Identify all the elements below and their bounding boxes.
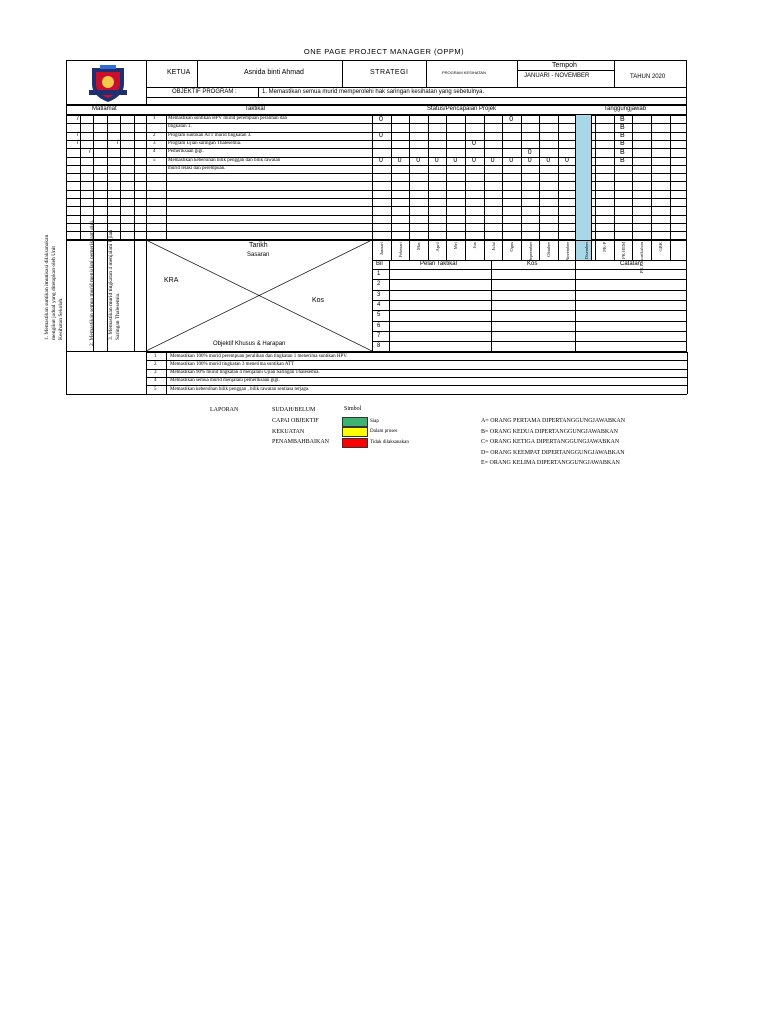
plan-row-number: 6 — [377, 322, 381, 329]
status-mark: 0 — [379, 157, 383, 164]
month-label: Jun — [472, 242, 477, 249]
objective-number: 5 — [154, 386, 157, 392]
tempoh-label: Tempoh — [552, 62, 577, 69]
grid-line — [66, 198, 687, 199]
role-definition: E= ORANG KELIMA DIPERTANGGUNGJAWABKAN — [481, 460, 620, 466]
grid-line — [146, 352, 147, 394]
grid-line — [66, 132, 687, 133]
matlamat-mark: / — [117, 140, 119, 147]
grid-line — [372, 331, 687, 332]
kos-label: Kos — [312, 297, 325, 304]
plan-row-number: 3 — [377, 291, 381, 298]
grid-line — [372, 240, 373, 352]
grid-line — [166, 115, 167, 240]
bil-header: Bil — [376, 261, 383, 267]
objektif-khusus-label: Objektif Khusus & Harapan — [213, 341, 286, 347]
grid-line — [372, 290, 687, 291]
legend-label: CAPAI OBJEKTIF — [272, 418, 319, 424]
grid-line — [66, 181, 687, 182]
status-mark: 0 — [565, 157, 569, 164]
month-label: April — [434, 242, 440, 252]
month-label: Disember — [583, 242, 589, 260]
role-definition: D= ORANG KEEMPAT DIPERTANGGUNGJAWABKAN — [481, 449, 625, 456]
legend-desc: Dalam proses — [370, 429, 398, 434]
sasaran-label: Sasaran — [247, 252, 270, 258]
status-mark: 0 — [527, 157, 532, 164]
status-mark: 0 — [527, 148, 532, 156]
month-label: Ogos — [509, 242, 515, 252]
matlamat-header: Matlamat — [92, 106, 117, 112]
status-mark: 0 — [509, 115, 514, 123]
grid-line — [372, 300, 687, 301]
grid-line — [80, 115, 81, 240]
grid-line — [372, 310, 687, 311]
grid-line — [372, 115, 373, 260]
grid-line — [426, 60, 427, 87]
plan-row-number: 8 — [377, 343, 381, 350]
tactical-row-number: 4 — [153, 149, 156, 155]
section-header-row — [66, 105, 687, 115]
laporan-label: LAPORAN — [210, 407, 239, 413]
legend-desc: Tidak dilaksanakan — [370, 439, 409, 445]
tactical-row-text: Program suntikan ATT murid tingkatan 3. — [168, 132, 252, 138]
grid-line — [687, 352, 688, 394]
grid-line — [372, 321, 687, 322]
header-block — [66, 60, 687, 105]
ppk-label: PK HEM — [620, 242, 626, 259]
tactical-row-number: 5 — [153, 157, 156, 163]
responsibility-mark: B — [620, 148, 625, 156]
role-definition: C= ORANG KETIGA DIPERTANGGUNGJAWABKAN — [481, 439, 620, 445]
grid-line — [409, 115, 410, 260]
legend-label: KEKUATAN — [272, 428, 305, 435]
status-mark: 0 — [379, 115, 383, 123]
objective-text: Memastikan 100% murid tingkatan 3 menerima suntikan ATT — [170, 361, 295, 367]
grid-line — [66, 206, 687, 207]
month-label: Oktober — [546, 242, 552, 257]
grid-line — [66, 140, 687, 141]
matlamat-mark: / — [77, 140, 79, 147]
grid-line — [517, 60, 518, 87]
grid-line — [558, 115, 559, 260]
ketua-label: KETUA — [167, 69, 191, 76]
objective-text: Memastikan 100% murid perempuan peralihan dan tingkatan 1 menerima suntikan HPV. — [170, 353, 348, 359]
grid-line — [146, 60, 147, 105]
status-mark: 0 — [546, 157, 551, 164]
grid-line — [66, 173, 687, 174]
objective-text: Memastikan kebersihan bilik penggan , bilik rawatan sentiasa terjaga. — [170, 386, 310, 392]
grid-line — [197, 60, 198, 87]
grid-line — [595, 115, 596, 260]
responsibility-mark: B — [620, 115, 625, 123]
plan-row-number: 1 — [377, 271, 381, 277]
grid-line — [614, 60, 615, 87]
tactical-row-number: 2 — [153, 132, 156, 138]
legend-swatch — [342, 427, 368, 437]
grid-line — [146, 115, 147, 240]
grid-line — [66, 394, 687, 395]
responsibility-mark: B — [620, 123, 625, 131]
grid-line — [575, 260, 576, 352]
grid-line — [517, 70, 614, 71]
grid-line — [258, 87, 259, 97]
grid-line — [66, 165, 687, 166]
tactical-row-text: Memastikan kebersihan bilik penggan dan bilik rawatan — [168, 157, 281, 163]
tactical-row-number: 3 — [153, 140, 156, 146]
grid-line — [539, 115, 540, 260]
grid-line — [670, 115, 671, 260]
month-label: Mei — [453, 242, 459, 250]
month-label: Februari — [397, 242, 403, 258]
grid-line — [66, 223, 687, 224]
grid-line — [389, 260, 390, 352]
grid-line — [372, 269, 687, 270]
grid-line — [428, 115, 429, 260]
legend-swatch — [342, 438, 368, 448]
objektif-program-text: 1. Memastikan semua murid memperolehi hak saringan kesihatan yang sebetulnya. — [262, 89, 485, 95]
grid-line — [146, 97, 687, 98]
matlamat-mark: / — [77, 132, 79, 139]
grid-line — [66, 215, 687, 216]
tanggungjawab-header: Tanggungjawab — [604, 106, 647, 112]
grid-line — [521, 115, 522, 260]
taktikal-header: Taktikal — [245, 106, 266, 112]
grid-line — [391, 115, 392, 260]
objective-text: Memastikan semua murid menjalani pemeriksaan gigi. — [170, 378, 280, 384]
status-header: Status/Pencapaian Projek — [427, 106, 497, 112]
program-name: PROGRAM KESIHATAN — [442, 70, 486, 75]
objective-text: Memastikan 90% murid tingkatan 4 menjalani Ujian Saringan Thalesemia. — [170, 370, 320, 376]
goal-text-3: 3. Memastikan murid tingkatan 4 menjalani Ujian Saringan Thalesemia. — [108, 230, 121, 340]
tarikh-label: Tarikh — [249, 242, 268, 249]
matlamat-mark: / — [77, 115, 79, 122]
ppk-label: PK-P — [602, 242, 608, 252]
plan-row-number: 5 — [377, 312, 381, 319]
grid-line — [491, 260, 492, 352]
tactical-row-text: Program Ujian saringan Thalesemia. — [168, 140, 242, 146]
status-mark: 0 — [379, 132, 383, 140]
strategi-label: STRATEGI — [370, 69, 409, 76]
status-mark: 0 — [509, 157, 514, 164]
objective-number: 1 — [154, 353, 157, 359]
sudah-belum-label: SUDAH/BELUM — [272, 407, 316, 413]
objective-number: 3 — [154, 370, 157, 376]
status-mark: 0 — [472, 157, 476, 164]
grid-line — [66, 148, 687, 149]
tempoh-value: JANUARI - NOVEMBER — [524, 73, 590, 79]
month-label: Julai — [490, 242, 496, 251]
tactical-row-text-cont: tingkatan 1. — [168, 124, 192, 130]
grid-line — [66, 352, 67, 394]
status-mark: 0 — [490, 157, 495, 164]
grid-line — [66, 157, 687, 158]
objective-number: 4 — [154, 378, 157, 384]
matlamat-mark: / — [89, 148, 91, 155]
kos-header: Kos — [527, 261, 538, 267]
goal-text-1: 1. Memastikan suntikan imunisasi dilaksanakan mengikut jadual yang ditetapkan oleh Unit Kesihatan Sekolah. — [44, 234, 64, 340]
grid-line — [134, 115, 135, 240]
grid-line — [614, 115, 615, 260]
month-label: November — [565, 242, 570, 261]
grid-line — [446, 115, 447, 260]
grid-line — [120, 115, 121, 240]
role-definition: A= ORANG PERTAMA DIPERTANGGUNGJAWABKAN — [481, 418, 626, 424]
grid-line — [651, 115, 652, 260]
grid-line — [372, 279, 687, 280]
grid-line — [372, 341, 687, 342]
month-label: Mac — [416, 242, 422, 250]
responsibility-mark: B — [620, 157, 625, 164]
highlight-column — [575, 115, 592, 260]
plan-row-number: 4 — [377, 301, 381, 308]
grid-line — [342, 60, 343, 87]
tactical-row-number: 1 — [153, 116, 156, 121]
ppk-label: GBK — [658, 242, 663, 252]
grid-line — [632, 115, 633, 260]
ketua-name: Asnida binti Ahmad — [244, 69, 304, 76]
kra-label: KRA — [164, 277, 179, 284]
pelan-taktikal-header: Pelan Taktikal — [420, 261, 457, 267]
plan-row-number: 2 — [377, 281, 381, 288]
grid-line — [66, 190, 687, 191]
status-mark: 0 — [453, 157, 458, 164]
month-label: September — [527, 242, 533, 262]
ppk-label: PK Kokurikulum — [639, 242, 645, 274]
grid-line — [502, 115, 503, 260]
objective-number: 2 — [154, 361, 157, 367]
school-crest-icon — [86, 62, 130, 104]
grid-line — [484, 115, 485, 260]
grid-line — [66, 231, 687, 232]
catatan-header: Catatan — [620, 261, 642, 267]
objektif-program-label: OBJEKTIF PROGRAM : — [172, 89, 237, 95]
responsibility-mark: B — [620, 140, 625, 148]
legend-swatch — [342, 417, 368, 427]
grid-line — [166, 352, 167, 394]
grid-line — [107, 115, 108, 240]
status-mark: 0 — [397, 157, 402, 164]
legend-desc: Siap — [370, 418, 379, 424]
role-definition: B= ORANG KEDUA DIPERTANGGUNGJAWABKAN — [481, 428, 618, 435]
grid-line — [146, 87, 687, 88]
responsibility-mark: B — [620, 132, 625, 140]
grid-line — [465, 115, 466, 260]
goal-text-2: 2. Memastikan semua murid menjalani pemeriksaan gigi. — [89, 219, 95, 346]
document-title: ONE PAGE PROJECT MANAGER (OPPM) — [303, 47, 465, 56]
plan-row-number: 7 — [377, 332, 381, 339]
simbol-label: Simbol — [344, 406, 362, 412]
tahun-value: TAHUN 2020 — [630, 74, 666, 80]
tactical-row-text: Pemeriksaan gigi. — [168, 149, 204, 155]
grid-line — [66, 123, 687, 124]
tactical-row-text-cont: murid lelaki dan perempuan. — [168, 165, 226, 171]
grid-line — [134, 240, 135, 352]
month-label: Januari — [379, 242, 384, 255]
status-mark: 0 — [416, 157, 421, 164]
legend-label: PENAMBAHBAIKAN — [272, 439, 330, 445]
main-grid — [66, 115, 687, 240]
status-mark: 0 — [472, 140, 476, 148]
tactical-row-text: Memastikan suntikan HPV murid perempuan peralihan dan — [168, 116, 288, 121]
status-mark: 0 — [434, 157, 439, 164]
